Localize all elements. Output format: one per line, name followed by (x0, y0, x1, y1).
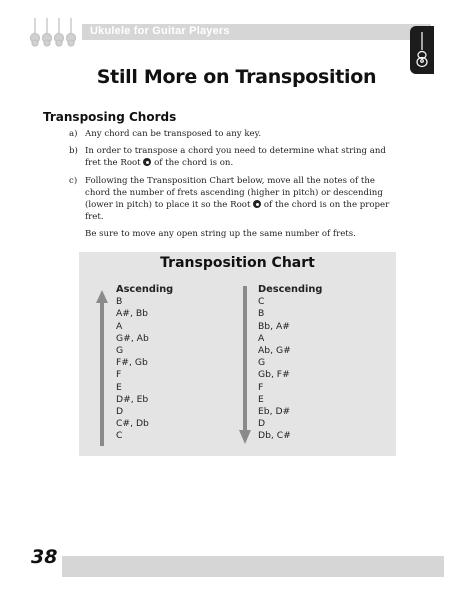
ukulele-icon (67, 18, 76, 46)
descending-column (258, 284, 322, 443)
ukulele-icon (55, 18, 64, 46)
transposition-chart (79, 252, 396, 456)
item-label: b) (69, 146, 78, 157)
section-heading: Transposing Chords (43, 110, 177, 124)
item-text: Any chord can be transposed to any key. (85, 129, 262, 139)
item-label: a) (69, 129, 78, 139)
footer-band (62, 556, 444, 577)
note-label: E (116, 381, 122, 393)
note-label: D (258, 418, 266, 430)
running-title: Ukulele for Guitar Players (90, 25, 230, 37)
down-arrow-icon (239, 286, 251, 444)
note-label: F (116, 369, 122, 381)
list-item (69, 145, 399, 169)
note-label: Eb, D# (258, 406, 291, 418)
item-text: In order to transpose a chord you need to determine what string and fret the Root of the chord is on. (85, 146, 386, 169)
list-item (69, 175, 399, 241)
ascending-heading: Ascending (116, 284, 174, 295)
root-symbol-icon (253, 200, 261, 208)
chart-title: Transposition Chart (160, 255, 315, 271)
note-label: A (116, 320, 123, 332)
note-label: Gb, F# (258, 369, 290, 381)
note-label: Db, C# (258, 430, 291, 442)
descending-heading: Descending (258, 284, 323, 295)
note-label: C (116, 430, 123, 442)
note-label: G (116, 345, 124, 357)
page-title: Still More on Transposition (96, 66, 377, 88)
note-label: B (116, 296, 123, 308)
ukulele-icon (31, 18, 40, 46)
page-number: 38 (31, 546, 58, 568)
note-label: D#, Eb (116, 393, 149, 405)
ukulele-icon (43, 18, 52, 46)
ukulele-icons (29, 17, 81, 47)
note-label: A#, Bb (116, 308, 148, 320)
instruction-list (69, 128, 399, 246)
note-label: F#, Gb (116, 357, 148, 369)
note-label: Ab, G# (258, 345, 291, 357)
note-label: D (116, 406, 124, 418)
note-label: G (258, 357, 266, 369)
note-label: G#, Ab (116, 332, 149, 344)
note-label: A (258, 332, 265, 344)
up-arrow-icon (96, 290, 108, 446)
note-label: C (258, 296, 265, 308)
root-symbol-icon (143, 158, 151, 166)
note-label: F (258, 381, 264, 393)
item-note: Be sure to move any open string up the same number of frets. (85, 229, 356, 240)
item-label: c) (69, 175, 78, 186)
ascending-column (116, 284, 173, 443)
note-label: Bb, A# (258, 320, 290, 332)
note-label: C#, Db (116, 418, 149, 430)
list-item (69, 128, 399, 140)
item-text: Following the Transposition Chart below, move all the notes of the chord the number of frets ascending (higher in pitch) or descending (lower in pitch) to place it so the Root of the chord is on the proper fret. (85, 175, 390, 223)
note-label: B (258, 308, 265, 320)
note-label: E (258, 393, 264, 405)
